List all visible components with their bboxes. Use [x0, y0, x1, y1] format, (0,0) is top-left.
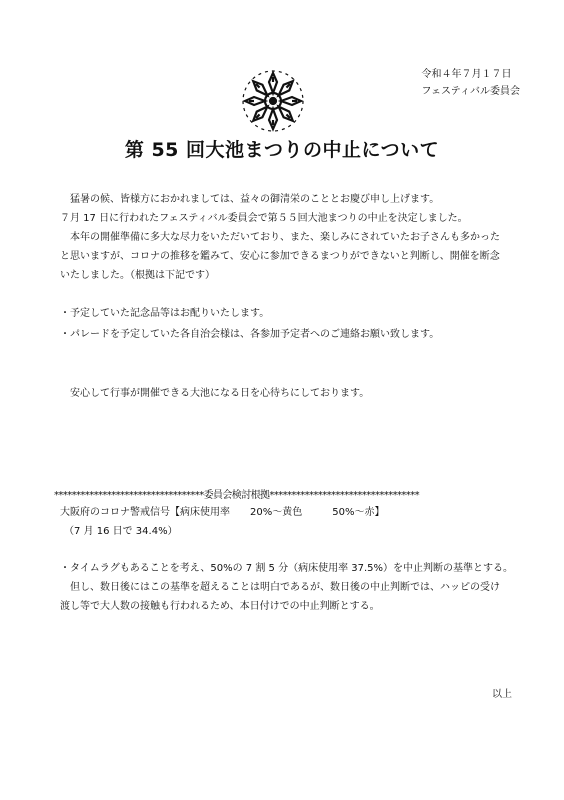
basis-explanation-line-1: 但し、数日後にはこの基準を超えることは明白であるが、数日後の中止判断では、ハッピの受け	[70, 582, 500, 593]
date-text: 令和４年７月１７日	[421, 69, 512, 80]
end-mark: 以上	[492, 689, 512, 700]
reason-line-2: と思いますが、コロナの推移を鑑みて、安心に参加できるまつりができないと判断し、開催を断念	[60, 251, 500, 262]
festival-emblem-icon	[240, 68, 306, 134]
closing-message: 安心して行事が開催できる大池になる日を心待ちにしております。	[70, 388, 370, 399]
reason-line-3: いたしました。（根拠は下記です）	[60, 270, 215, 281]
page-title: 第 55 回大池まつりの中止について	[124, 139, 440, 161]
basis-date-rate: （7 月 16 日で 34.4%）	[64, 526, 178, 537]
bullet-parade-notice: ・パレードを予定していた各自治会様は、各参加予定者へのご連絡お願い致します。	[60, 329, 440, 340]
basis-bullet-criteria: ・タイムラグもあることを考え、50%の 7 割 5 分（病床使用率 37.5%）を中止判断の基準とする。	[60, 563, 514, 574]
basis-explanation-line-2: 渡し等で大人数の接触も行われるため、本日付けでの中止判断とする。	[60, 601, 380, 612]
greeting-paragraph: 猛暑の候、皆様方におかれましては、益々の御清栄のこととお慶び申し上げます。	[70, 194, 440, 205]
header-block	[422, 66, 521, 100]
basis-alert-signal: 大阪府のコロナ警戒信号【病床使用率 20%～黄色 50%～赤】	[60, 507, 385, 518]
bullet-commemorative-items: ・予定していた記念品等はお配りいたします。	[60, 308, 270, 319]
organization-name: フェスティバル委員会	[421, 86, 520, 97]
decision-paragraph: ７月 17 日に行われたフェスティバル委員会で第５５回大池まつりの中止を決定しました。	[60, 213, 468, 224]
reason-line-1: 本年の開催準備に多大な尽力をいただいており、また、楽しみにされていたお子さんも多かった	[70, 232, 500, 243]
basis-separator: **********************************委員会検討根拠**********************************	[54, 490, 420, 501]
